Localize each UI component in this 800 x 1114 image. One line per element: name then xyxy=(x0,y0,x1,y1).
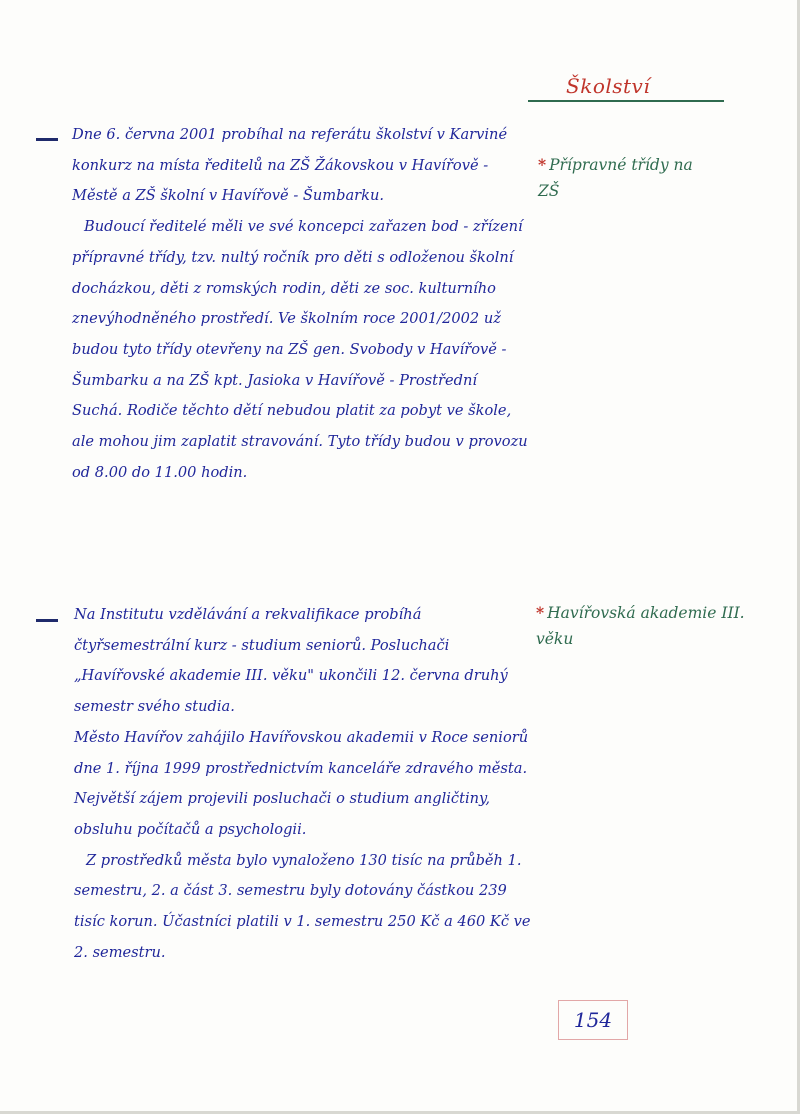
entry-senior-academy xyxy=(74,600,534,968)
entry-paragraph: Z prostředků města bylo vynaloženo 130 tisíc na průběh 1. semestru, 2. a část 3. semestru byly dotovány částkou 239 tisíc korun. Účastníci platili v 1. semestru 250 Kč a 460 Kč ve 2. semestru. xyxy=(74,851,531,961)
entry-paragraph: Budoucí ředitelé měli ve své koncepci zařazen bod - zřízení přípravné třídy, tzv. nultý ročník pro děti s odloženou školní docházkou, děti z romských rodin, děti ze soc. kulturního znevýhodněného prostředí. Ve školním roce 2001/2002 už budou tyto třídy otevřeny na ZŠ gen. Svobody v Havířově - Šumbarku a na ZŠ kpt. Jasioka v Havířově - Prostřední Suchá. Rodiče těchto dětí nebudou platit za pobyt ve škole, ale mohou jim zaplatit stravování. Tyto třídy budou v provozu od 8.00 do 11.00 hodin. xyxy=(72,218,528,481)
note-text: Havířovská akademie III. věku xyxy=(536,604,745,648)
entry-dash xyxy=(36,619,58,622)
entry-dash xyxy=(36,138,58,141)
page-number: 154 xyxy=(558,1000,628,1040)
entry-paragraph: Na Institutu vzdělávání a rekvalifikace probíhá čtyřsemestrální kurz - studium seniorů. Posluchači „Havířovské akademie III. věku" ukončili 12. června druhý semestr svého studia. xyxy=(74,606,508,716)
margin-note-senior-academy xyxy=(536,600,776,652)
note-asterisk: * xyxy=(538,155,547,174)
margin-note-preparatory-classes xyxy=(538,152,718,204)
entry-school-classes xyxy=(72,120,528,488)
note-asterisk: * xyxy=(536,603,545,622)
section-title: Školství xyxy=(566,74,651,98)
title-underline xyxy=(528,100,724,102)
entry-paragraph: Dne 6. června 2001 probíhal na referátu školství v Karviné konkurz na místa ředitelů na ZŠ Žákovskou v Havířově - Městě a ZŠ školní v Havířově - Šumbarku. xyxy=(72,126,508,205)
entry-paragraph: Město Havířov zahájilo Havířovskou akademii v Roce seniorů dne 1. října 1999 prostřednictvím kanceláře zdravého města. Největší zájem projevili posluchači o studium angličtiny, obsluhu počítačů a psychologii. xyxy=(74,728,529,838)
note-text: Přípravné třídy na ZŠ xyxy=(538,156,693,200)
